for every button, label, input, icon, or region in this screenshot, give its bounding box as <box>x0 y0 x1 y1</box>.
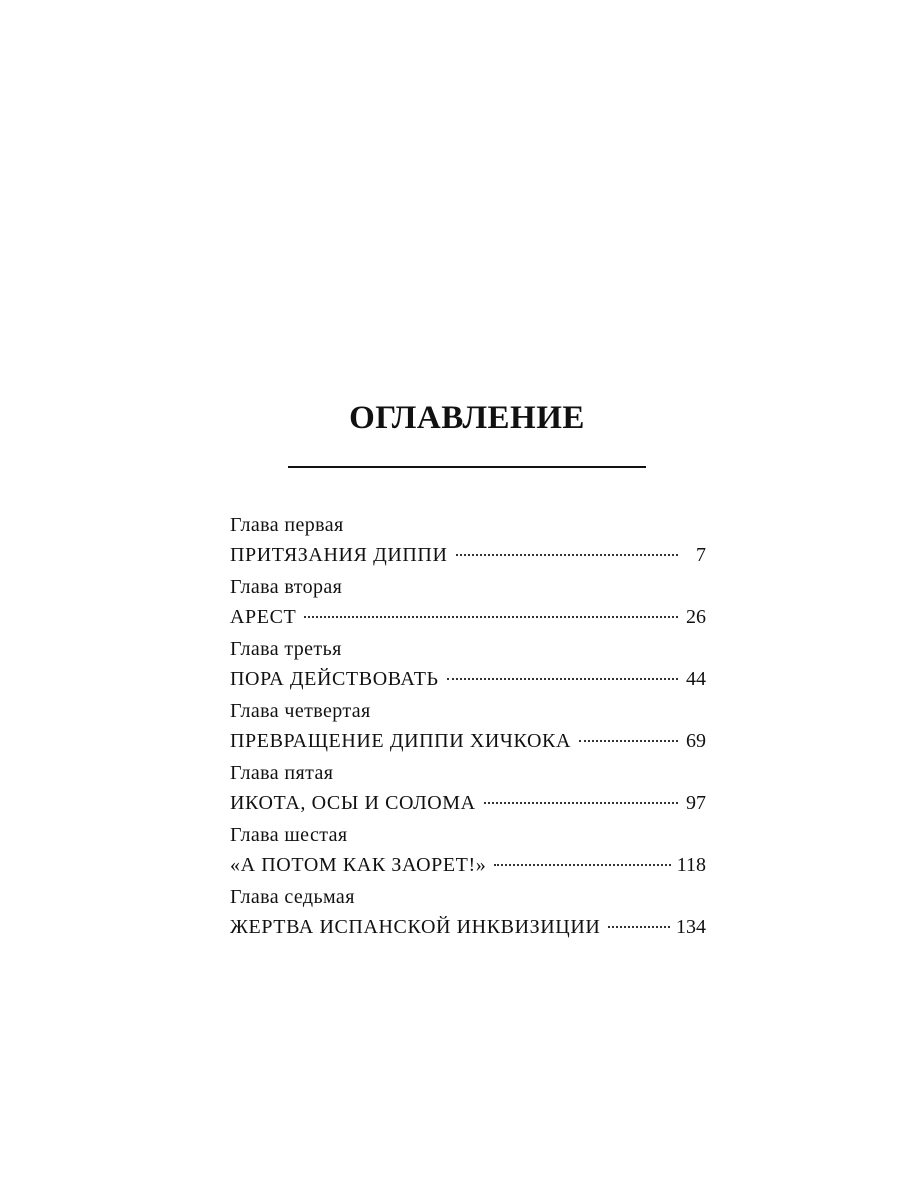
toc-entry-link[interactable] <box>230 602 706 632</box>
toc-entry <box>230 634 706 696</box>
toc-entry <box>230 758 706 820</box>
chapter-label: Глава пятая <box>230 762 334 784</box>
toc-entry <box>230 882 706 944</box>
chapter-title: ПРИТЯЗАНИЯ ДИППИ <box>230 544 448 566</box>
page-number: 97 <box>686 792 706 814</box>
chapter-title: АРЕСТ <box>230 606 297 628</box>
page-number: 69 <box>686 730 706 752</box>
toc-entry <box>230 510 706 572</box>
chapter-label: Глава четвертая <box>230 700 371 722</box>
page-number: 134 <box>676 916 706 938</box>
chapter-title: ПОРА ДЕЙСТВОВАТЬ <box>230 668 439 690</box>
page-number: 7 <box>696 544 706 566</box>
chapter-title: ЖЕРТВА ИСПАНСКОЙ ИНКВИЗИЦИИ <box>230 916 601 938</box>
dot-leader <box>456 554 678 556</box>
table-of-contents <box>230 510 706 944</box>
toc-entry-link[interactable] <box>230 788 706 818</box>
toc-entry <box>230 572 706 634</box>
toc-entry-link[interactable] <box>230 912 706 942</box>
dot-leader <box>484 802 678 804</box>
chapter-label: Глава седьмая <box>230 886 355 908</box>
chapter-title: ИКОТА, ОСЫ И СОЛОМА <box>230 792 476 814</box>
chapter-title: «А ПОТОМ КАК ЗАОРЕТ!» <box>230 854 487 876</box>
toc-entry-link[interactable] <box>230 726 706 756</box>
toc-entry-link[interactable] <box>230 664 706 694</box>
chapter-label: Глава третья <box>230 638 342 660</box>
dot-leader <box>608 926 670 928</box>
toc-entry <box>230 820 706 882</box>
chapter-label: Глава вторая <box>230 576 343 598</box>
dot-leader <box>447 678 678 680</box>
dot-leader <box>579 740 678 742</box>
page-number: 26 <box>686 606 706 628</box>
chapter-label: Глава шестая <box>230 824 348 846</box>
page-number: 44 <box>686 668 706 690</box>
dot-leader <box>304 616 678 618</box>
toc-entry-link[interactable] <box>230 540 706 570</box>
chapter-label: Глава первая <box>230 514 344 536</box>
toc-entry <box>230 696 706 758</box>
page-title: ОГЛАВЛЕНИЕ <box>349 400 585 436</box>
heading-divider <box>288 466 646 468</box>
page-number: 118 <box>676 854 706 876</box>
toc-entry-link[interactable] <box>230 850 706 880</box>
chapter-title: ПРЕВРАЩЕНИЕ ДИППИ ХИЧКОКА <box>230 730 571 752</box>
dot-leader <box>494 864 670 866</box>
